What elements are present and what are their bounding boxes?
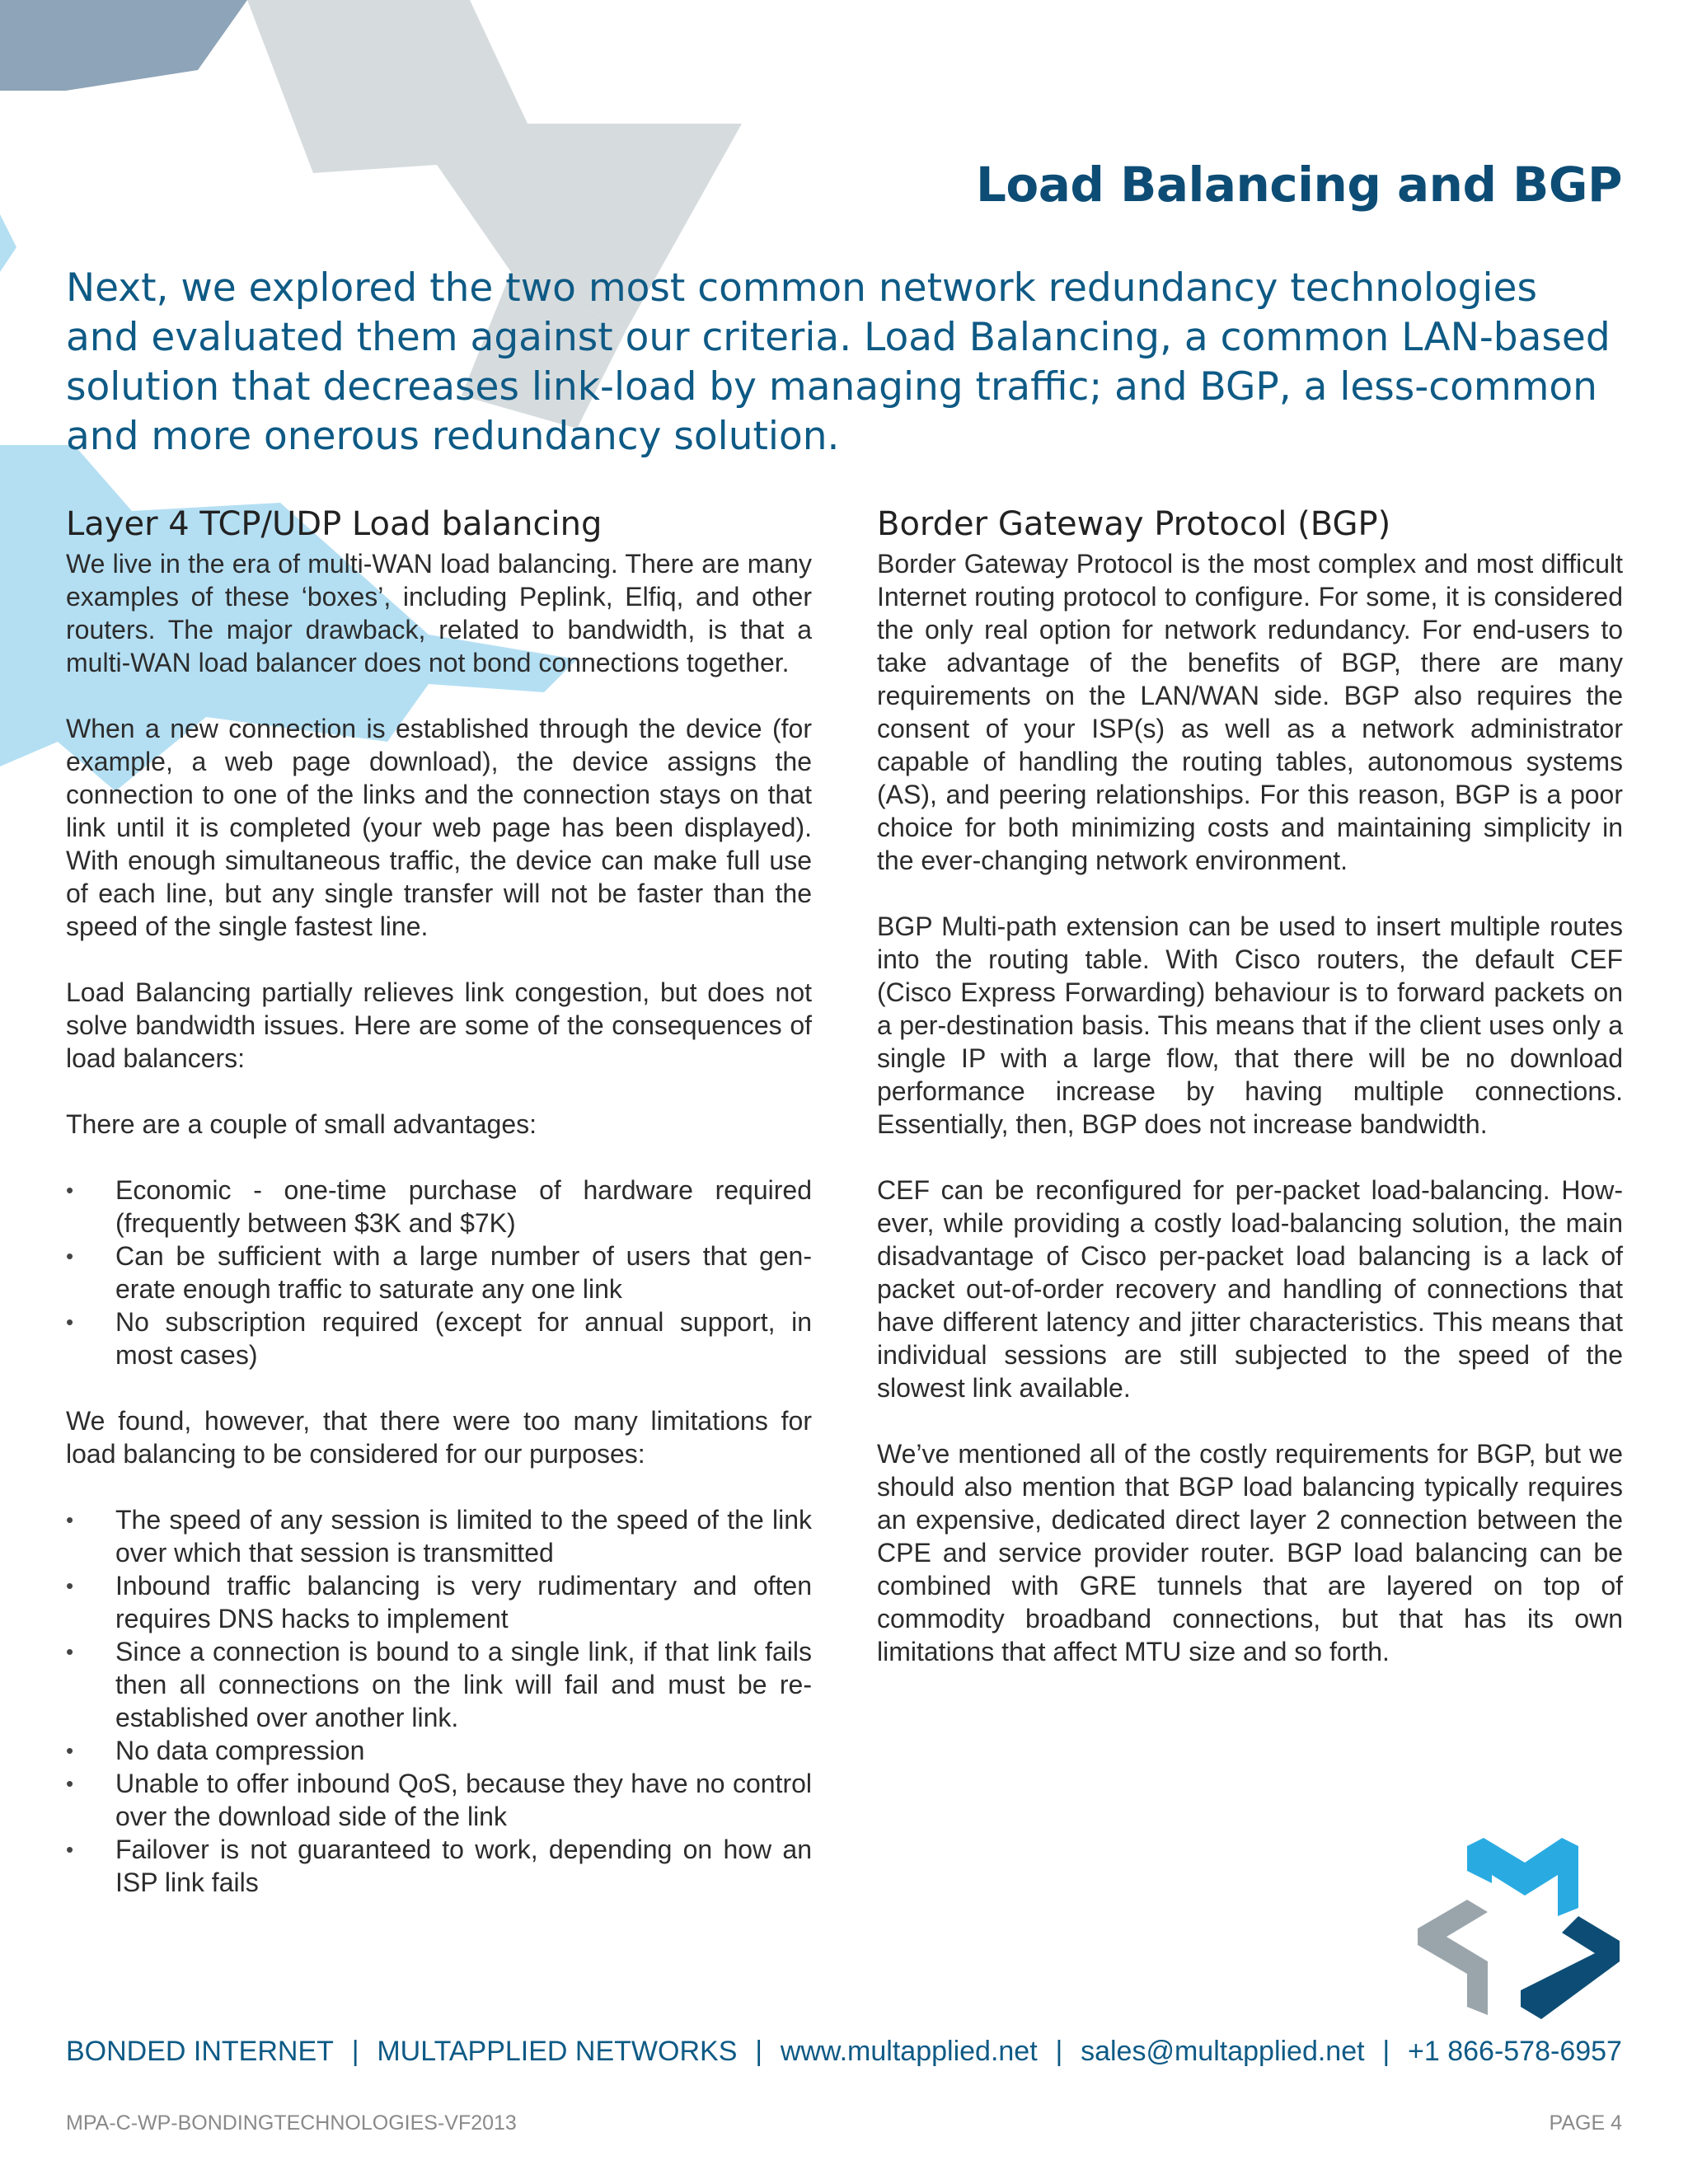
phone-number: +1 866-578-6957 [1408,2036,1622,2067]
advantages-list [66,1174,812,1371]
left-paragraph-4: There are a couple of small advantages: [66,1109,537,1139]
bullet: • [66,1178,74,1202]
email-link[interactable]: sales@multapplied.net [1081,2036,1365,2067]
footer-tagline: BONDED INTERNET [66,2036,334,2067]
document-code: MPA-C-WP-BONDINGTECHNOLOGIES-VF2013 [66,2111,517,2135]
bullet: • [66,1639,74,1664]
list-item: • Economic - one-time purchase of hardware required (frequently between $3K and $7K) [66,1175,812,1238]
left-paragraph-5: We found, however, that there were too many limitations for load balancing to be considered for our purposes: [66,1406,812,1469]
bullet: • [66,1771,74,1796]
list-item: • Unable to offer inbound QoS, because they have no control over the download side of the link [66,1769,812,1831]
left-paragraph-1: We live in the era of multi-WAN load balancing. There are many examples of these ‘boxes’, including Peplink, Elfiq, and other routers. The major drawback, related to bandwidth, is that a multi-WAN load balancer does not bond connections together. [66,549,812,677]
list-item: • The speed of any session is limited to the speed of the link over which that session is transmitted [66,1505,812,1568]
footer-separator: | [755,2036,763,2067]
bullet: • [66,1837,74,1862]
page-number: PAGE 4 [1549,2111,1622,2135]
list-item: • Inbound traffic balancing is very rudimentary and often requires DNS hacks to implement [66,1571,812,1633]
bullet: • [66,1310,74,1334]
page-title: Load Balancing and BGP [975,157,1622,213]
intro-paragraph: Next, we explored the two most common network redundancy technologies and evaluated them against our criteria. Load Balancing, a common LAN-based solution that decreases link-load by managing traffic; and BGP, a less-common and more onerous redundancy solution. [66,265,1611,459]
footer-separator: | [351,2036,359,2067]
bullet: • [66,1244,74,1268]
left-paragraph-2: When a new connection is established through the device (for example, a web page download), the device assigns the connection to one of the links and the connection stays on that link until it is completed (your web page has been displayed). With enough simultaneous traffic, the device can make full use of each line, but any single transfer will not be faster than the speed of the single fastest line. [66,714,812,941]
right-paragraph-2: BGP Multi-path extension can be used to insert multiple routes into the routing table. With Cisco routers, the default CEF (Cisco Express Forwarding) behaviour is to forward packets on a per-destination basis. This means that if the client uses only a single IP with a large flow, that there will be no download performance increase by having multiple connections. Essentially, then, BGP does not increase bandwidth. [877,912,1623,1139]
list-item: • No subscription required (except for annual support, in most cases) [66,1307,812,1370]
right-heading: Border Gateway Protocol (BGP) [877,505,1391,543]
bullet: • [66,1573,74,1598]
bullet: • [66,1507,74,1532]
logo-right-segment [1521,1916,1620,2019]
footer-separator: | [1055,2036,1063,2067]
logo-top-segment [1467,1838,1578,1916]
left-column [66,504,812,1932]
limitations-list [66,1503,812,1899]
website-link[interactable]: www.multapplied.net [780,2036,1038,2067]
list-item: • Failover is not guaranteed to work, depending on how an ISP link fails [66,1835,812,1897]
left-heading: Layer 4 TCP/UDP Load balancing [66,505,603,543]
right-paragraph-3: CEF can be reconfigured for per-packet load-balancing. However, while providing a costly load-balancing solution, the main disadvantage of Cisco per-packet load balancing is a lack of packet out-of-order recovery and handling of connections that have different latency and jitter characteristics. This means that individual sessions are still subjected to the speed of the slowest link available. [877,1175,1623,1403]
list-item: • No data compression [66,1736,365,1765]
bullet: • [66,1738,74,1763]
list-item: • Can be sufficient with a large number of users that generate enough traffic to saturate any one link [66,1241,812,1304]
list-item: • Since a connection is bound to a single link, if that link fails then all connections on the link will fail and must be re-established over another link. [66,1637,812,1732]
multapplied-logo [1418,1838,1624,2019]
right-paragraph-1: Border Gateway Protocol is the most complex and most difficult Internet routing protocol to configure. For some, it is considered the only real option for network redundancy. For end-users to take advantage of the benefits of BGP, there are many requirements on the LAN/WAN side. BGP also requires the consent of your ISP(s) as well as a network administrator capable of handling the routing tables, autonomous systems (AS), and peering relationships. For this reason, BGP is a poor choice for both minimizing costs and maintaining simplicity in the ever-changing network environment. [877,549,1623,875]
footer-company: MULTAPPLIED NETWORKS [377,2036,738,2067]
right-column [877,504,1623,1701]
footer-contact-bar [66,2036,1622,2068]
footer-separator: | [1382,2036,1390,2067]
logo-left-segment [1418,1900,1488,2015]
right-paragraph-4: We’ve mentioned all of the costly requirements for BGP, but we should also mention that BGP load balancing typically requires an expensive, dedicated direct layer 2 connection between the CPE and service provider router. BGP load balancing can be combined with GRE tunnels that are layered on top of commodity broadband connections, but that has its own limitations that affect MTU size and so forth. [877,1439,1623,1666]
left-paragraph-3: Load Balancing partially relieves link congestion, but does not solve bandwidth issues. Here are some of the consequences of load balancers: [66,977,812,1073]
